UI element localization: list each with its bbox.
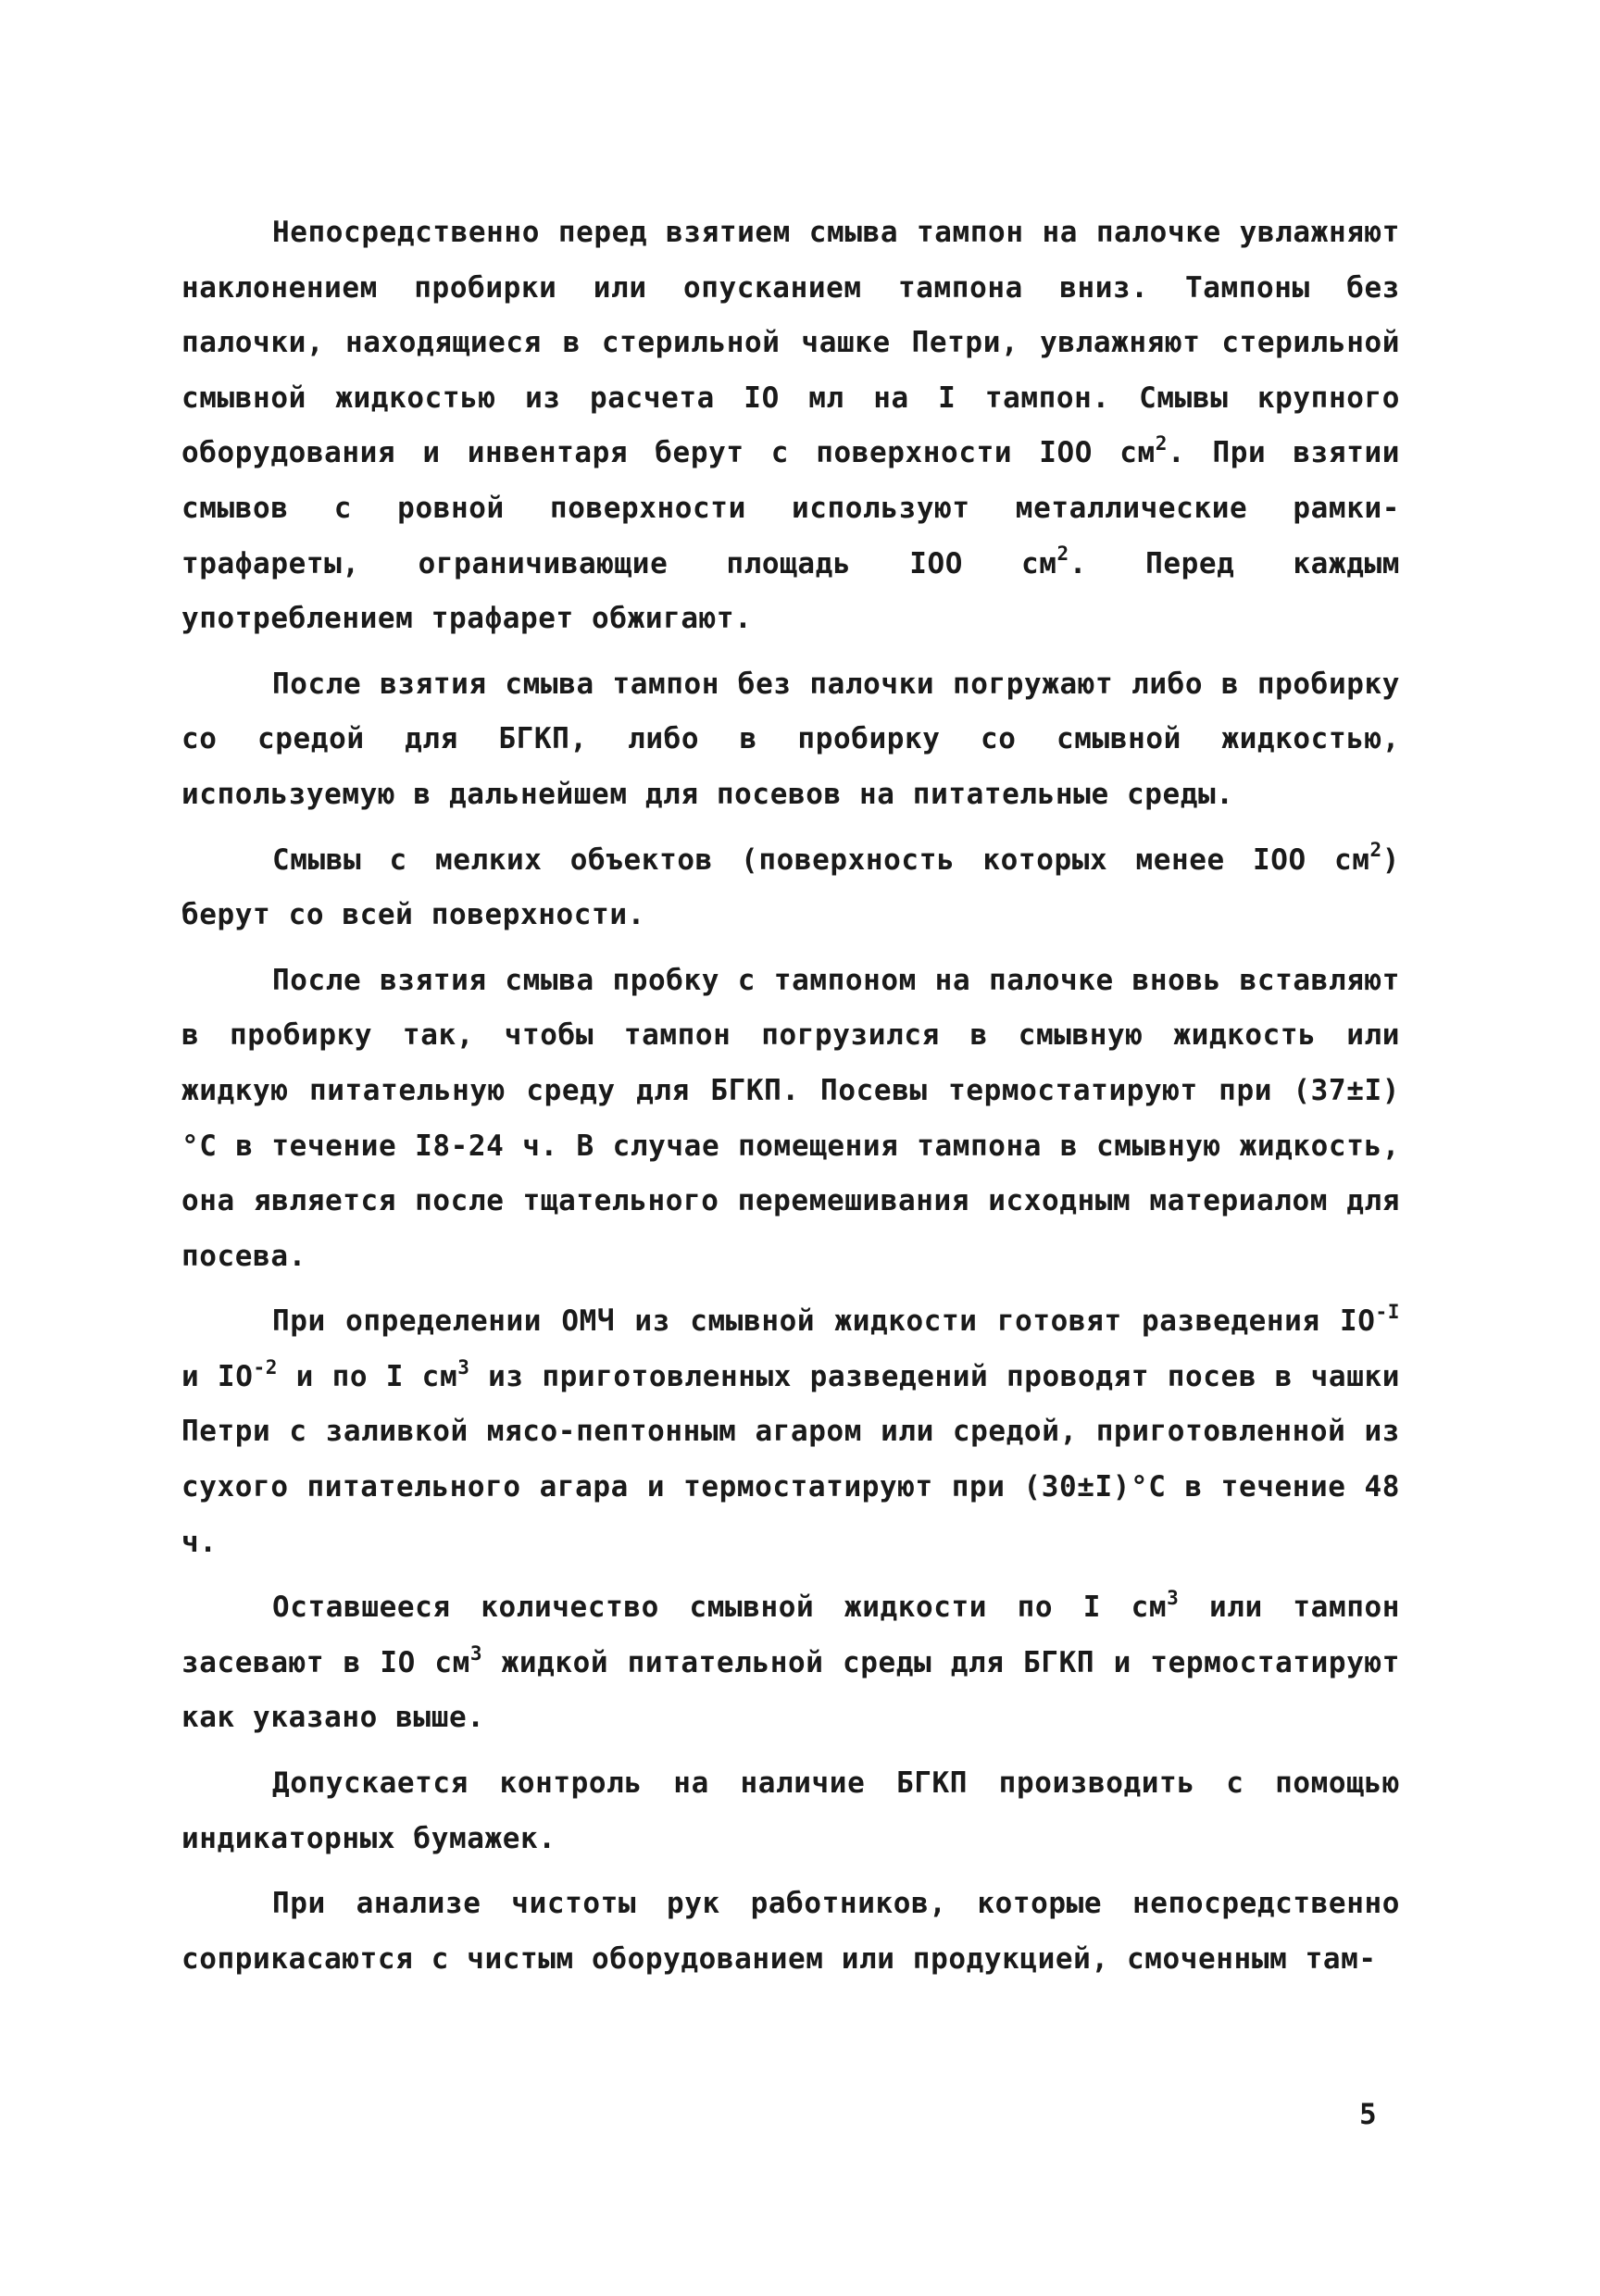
paragraph-p7 [181, 1756, 1400, 1866]
text-segment: и по I см [277, 1359, 458, 1393]
text-segment: . Перед каждым употреблением трафарет обжигают. [181, 546, 1400, 636]
text-segment: жидкой питательной среды для БГКП и термостатируют как указано выше. [181, 1645, 1400, 1735]
text-segment: При анализе чистоты рук работников, которые непосредственно соприкасаются с чистым оборудованием или продукцией, смоченным там- [181, 1887, 1400, 1976]
superscript: 2 [1056, 543, 1069, 566]
superscript: -2 [253, 1355, 278, 1379]
text-segment: Смывы с мелких объектов (поверхность которых менее IOO см [272, 842, 1370, 877]
text-segment: После взятия смыва тампон без палочки погружают либо в пробирку со средой для БГКП, либо в пробирку со смывной жидкостью, используемую в дальнейшем для посевов на питательные среды. [181, 667, 1400, 811]
text-segment: Оставшееся количество смывной жидкости по I см [272, 1591, 1168, 1625]
text-segment: . При взятии смывов с ровной поверхности используют металлические рамки-трафареты, ограничивающие площадь IOO см [181, 436, 1400, 580]
text-segment: и IO [181, 1359, 254, 1393]
text-segment: ) берут со всей поверхности. [181, 842, 1400, 932]
superscript: 3 [457, 1355, 470, 1379]
text-segment: Допускается контроль на наличие БГКП производить с помощью индикаторных бумажек. [181, 1766, 1400, 1855]
text-segment: Непосредственно перед взятием смыва тампон на палочке увлажняют наклонением пробирки или опусканием тампона вниз. Тампоны без палочки, находящиеся в стерильной чашке Петри, увлажняют стерильной смывной жидкостью из расчета IO мл на I тампон. Смывы крупного оборудования и инвентаря берут с поверхности IOO см [181, 216, 1400, 470]
text-segment: из приготовленных разведений проводят посев в чашки Петри с заливкой мясо-пептонным агаром или средой, приготовленной из сухого питательного агара и термостатируют при (30±I)°C в течение 48 ч. [181, 1359, 1400, 1559]
superscript: 3 [1167, 1586, 1180, 1609]
paragraph-p4 [181, 954, 1400, 1285]
paragraph-p6 [181, 1580, 1400, 1746]
superscript: 2 [1155, 432, 1169, 455]
text-segment: При определении ОМЧ из смывной жидкости готовят разведения IO [272, 1304, 1376, 1339]
paragraph-p8 [181, 1877, 1400, 1987]
paragraph-p2 [181, 657, 1400, 823]
text-segment: или тампон засевают в IO см [181, 1591, 1401, 1679]
superscript: -I [1375, 1300, 1400, 1323]
page-number: 5 [1359, 2098, 1377, 2131]
superscript: 3 [469, 1641, 483, 1665]
superscript: 2 [1369, 839, 1382, 862]
paragraph-p3 [181, 833, 1400, 943]
body-text [181, 206, 1400, 1997]
paragraph-p1 [181, 206, 1400, 647]
text-segment: После взятия смыва пробку с тампоном на палочке вновь вставляют в пробирку так, чтобы тампон погрузился в смывную жидкость или жидкую питательную среду для БГКП. Посевы термостатируют при (37±I)°C в течение I8-24 ч. В случае помещения тампона в смывную жидкость, она является после тщательного перемешивания исходным материалом для посева. [181, 963, 1400, 1273]
paragraph-p5 [181, 1294, 1400, 1570]
